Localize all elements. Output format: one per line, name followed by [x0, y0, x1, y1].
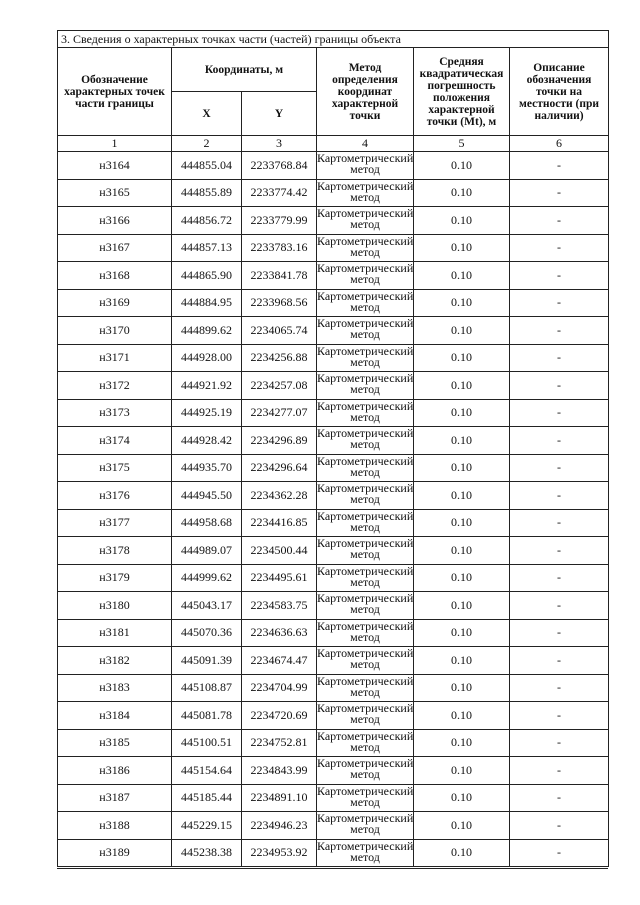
column-number: 5 [414, 136, 510, 152]
coord-x: 445070.36 [172, 619, 242, 647]
coord-x: 444884.95 [172, 289, 242, 317]
table-row [58, 179, 609, 207]
description: - [510, 152, 609, 180]
point-id: н3168 [58, 262, 172, 290]
method: Картометрический метод [317, 839, 414, 867]
description: - [510, 179, 609, 207]
point-id: н3184 [58, 702, 172, 730]
point-id: н3186 [58, 757, 172, 785]
coord-y: 2234256.88 [242, 344, 317, 372]
point-id: н3180 [58, 592, 172, 620]
error-value: 0.10 [414, 372, 510, 400]
description: - [510, 757, 609, 785]
header-designation: Обозначение характерных точек части границы [58, 48, 172, 136]
table-row [58, 812, 609, 840]
description: - [510, 399, 609, 427]
error-value: 0.10 [414, 207, 510, 235]
point-id: н3165 [58, 179, 172, 207]
point-id: н3181 [58, 619, 172, 647]
table-row [58, 757, 609, 785]
coord-x: 444945.50 [172, 482, 242, 510]
point-id: н3182 [58, 647, 172, 675]
description: - [510, 262, 609, 290]
description: - [510, 647, 609, 675]
description: - [510, 289, 609, 317]
error-value: 0.10 [414, 262, 510, 290]
coord-y: 2234720.69 [242, 702, 317, 730]
point-id: н3164 [58, 152, 172, 180]
error-value: 0.10 [414, 674, 510, 702]
coord-y: 2234583.75 [242, 592, 317, 620]
point-id: н3173 [58, 399, 172, 427]
point-id: н3177 [58, 509, 172, 537]
method: Картометрический метод [317, 784, 414, 812]
error-value: 0.10 [414, 482, 510, 510]
point-id: н3183 [58, 674, 172, 702]
description: - [510, 317, 609, 345]
error-value: 0.10 [414, 729, 510, 757]
column-number: 4 [317, 136, 414, 152]
error-value: 0.10 [414, 592, 510, 620]
error-value: 0.10 [414, 812, 510, 840]
coord-y: 2234752.81 [242, 729, 317, 757]
footer-divider [57, 868, 608, 869]
coord-x: 444935.70 [172, 454, 242, 482]
table-row [58, 592, 609, 620]
coord-x: 444989.07 [172, 537, 242, 565]
coord-x: 445154.64 [172, 757, 242, 785]
table-row [58, 674, 609, 702]
header-y: Y [242, 92, 317, 136]
description: - [510, 537, 609, 565]
coord-y: 2234674.47 [242, 647, 317, 675]
coord-y: 2233783.16 [242, 234, 317, 262]
table-row [58, 509, 609, 537]
document-sheet [57, 30, 608, 867]
description: - [510, 509, 609, 537]
header-x: X [172, 92, 242, 136]
table-row [58, 729, 609, 757]
coord-y: 2233841.78 [242, 262, 317, 290]
description: - [510, 454, 609, 482]
coord-x: 445238.38 [172, 839, 242, 867]
table-row [58, 344, 609, 372]
method: Картометрический метод [317, 537, 414, 565]
point-id: н3171 [58, 344, 172, 372]
table-row [58, 317, 609, 345]
table-row [58, 262, 609, 290]
coord-y: 2234704.99 [242, 674, 317, 702]
table-row [58, 784, 609, 812]
coord-y: 2234946.23 [242, 812, 317, 840]
point-id: н3176 [58, 482, 172, 510]
coord-x: 444855.89 [172, 179, 242, 207]
method: Картометрический метод [317, 179, 414, 207]
coord-x: 445043.17 [172, 592, 242, 620]
error-value: 0.10 [414, 702, 510, 730]
table-row [58, 399, 609, 427]
method: Картометрический метод [317, 674, 414, 702]
coord-x: 444925.19 [172, 399, 242, 427]
table-row [58, 619, 609, 647]
error-value: 0.10 [414, 564, 510, 592]
method: Картометрический метод [317, 812, 414, 840]
column-number: 2 [172, 136, 242, 152]
description: - [510, 619, 609, 647]
description: - [510, 482, 609, 510]
coord-x: 444865.90 [172, 262, 242, 290]
coord-y: 2234636.63 [242, 619, 317, 647]
point-id: н3166 [58, 207, 172, 235]
error-value: 0.10 [414, 509, 510, 537]
table-row [58, 152, 609, 180]
error-value: 0.10 [414, 179, 510, 207]
coord-x: 444857.13 [172, 234, 242, 262]
method: Картометрический метод [317, 262, 414, 290]
coord-y: 2234277.07 [242, 399, 317, 427]
table-body [58, 152, 609, 867]
error-value: 0.10 [414, 152, 510, 180]
table-row [58, 454, 609, 482]
coord-x: 444855.04 [172, 152, 242, 180]
coord-x: 444928.00 [172, 344, 242, 372]
error-value: 0.10 [414, 647, 510, 675]
description: - [510, 427, 609, 455]
coord-x: 444856.72 [172, 207, 242, 235]
point-id: н3175 [58, 454, 172, 482]
point-id: н3178 [58, 537, 172, 565]
method: Картометрический метод [317, 647, 414, 675]
header-method: Метод определения координат характерной точки [317, 48, 414, 136]
point-id: н3188 [58, 812, 172, 840]
coord-x: 445081.78 [172, 702, 242, 730]
method: Картометрический метод [317, 592, 414, 620]
method: Картометрический метод [317, 509, 414, 537]
point-id: н3185 [58, 729, 172, 757]
coord-x: 445091.39 [172, 647, 242, 675]
method: Картометрический метод [317, 344, 414, 372]
method: Картометрический метод [317, 234, 414, 262]
coord-x: 444958.68 [172, 509, 242, 537]
coord-y: 2234843.99 [242, 757, 317, 785]
error-value: 0.10 [414, 784, 510, 812]
coord-y: 2233779.99 [242, 207, 317, 235]
column-number: 1 [58, 136, 172, 152]
coord-y: 2234416.85 [242, 509, 317, 537]
description: - [510, 234, 609, 262]
coord-y: 2234257.08 [242, 372, 317, 400]
description: - [510, 592, 609, 620]
coord-y: 2234495.61 [242, 564, 317, 592]
table-row [58, 207, 609, 235]
point-id: н3179 [58, 564, 172, 592]
coord-x: 444928.42 [172, 427, 242, 455]
coord-x: 445185.44 [172, 784, 242, 812]
table-row [58, 564, 609, 592]
method: Картометрический метод [317, 317, 414, 345]
error-value: 0.10 [414, 427, 510, 455]
method: Картометрический метод [317, 564, 414, 592]
point-id: н3189 [58, 839, 172, 867]
table-row [58, 647, 609, 675]
coord-x: 444899.62 [172, 317, 242, 345]
table-row [58, 839, 609, 867]
table-row [58, 234, 609, 262]
header-description: Описание обозначения точки на местности (при наличии) [510, 48, 609, 136]
error-value: 0.10 [414, 317, 510, 345]
method: Картометрический метод [317, 427, 414, 455]
coord-y: 2233968.56 [242, 289, 317, 317]
coord-y: 2233774.42 [242, 179, 317, 207]
error-value: 0.10 [414, 289, 510, 317]
point-id: н3170 [58, 317, 172, 345]
method: Картометрический метод [317, 482, 414, 510]
error-value: 0.10 [414, 399, 510, 427]
error-value: 0.10 [414, 537, 510, 565]
coord-x: 444999.62 [172, 564, 242, 592]
error-value: 0.10 [414, 619, 510, 647]
method: Картометрический метод [317, 729, 414, 757]
method: Картометрический метод [317, 702, 414, 730]
boundary-points-table [57, 30, 609, 867]
coord-y: 2234065.74 [242, 317, 317, 345]
table-row [58, 702, 609, 730]
error-value: 0.10 [414, 344, 510, 372]
table-row [58, 372, 609, 400]
table-row [58, 537, 609, 565]
coord-y: 2234296.89 [242, 427, 317, 455]
description: - [510, 784, 609, 812]
description: - [510, 839, 609, 867]
error-value: 0.10 [414, 234, 510, 262]
coord-x: 445100.51 [172, 729, 242, 757]
point-id: н3187 [58, 784, 172, 812]
table-row [58, 427, 609, 455]
point-id: н3172 [58, 372, 172, 400]
coord-y: 2234500.44 [242, 537, 317, 565]
error-value: 0.10 [414, 757, 510, 785]
method: Картометрический метод [317, 372, 414, 400]
method: Картометрический метод [317, 152, 414, 180]
coord-y: 2234953.92 [242, 839, 317, 867]
coord-y: 2234891.10 [242, 784, 317, 812]
section-title: 3. Сведения о характерных точках части (частей) границы объекта [58, 31, 609, 48]
method: Картометрический метод [317, 207, 414, 235]
coord-y: 2234362.28 [242, 482, 317, 510]
coord-x: 445229.15 [172, 812, 242, 840]
point-id: н3174 [58, 427, 172, 455]
method: Картометрический метод [317, 289, 414, 317]
method: Картометрический метод [317, 619, 414, 647]
header-error: Средняя квадратическая погрешность положения характерной точки (Mt), м [414, 48, 510, 136]
description: - [510, 207, 609, 235]
description: - [510, 372, 609, 400]
error-value: 0.10 [414, 454, 510, 482]
coord-y: 2233768.84 [242, 152, 317, 180]
coord-x: 445108.87 [172, 674, 242, 702]
table-row [58, 482, 609, 510]
coord-y: 2234296.64 [242, 454, 317, 482]
description: - [510, 564, 609, 592]
method: Картометрический метод [317, 399, 414, 427]
point-id: н3169 [58, 289, 172, 317]
header-coordinates: Координаты, м [172, 48, 317, 92]
error-value: 0.10 [414, 839, 510, 867]
description: - [510, 344, 609, 372]
column-numbers-row [58, 136, 609, 152]
table-row [58, 289, 609, 317]
column-number: 3 [242, 136, 317, 152]
coord-x: 444921.92 [172, 372, 242, 400]
description: - [510, 702, 609, 730]
point-id: н3167 [58, 234, 172, 262]
column-number: 6 [510, 136, 609, 152]
method: Картометрический метод [317, 757, 414, 785]
description: - [510, 729, 609, 757]
method: Картометрический метод [317, 454, 414, 482]
description: - [510, 674, 609, 702]
description: - [510, 812, 609, 840]
